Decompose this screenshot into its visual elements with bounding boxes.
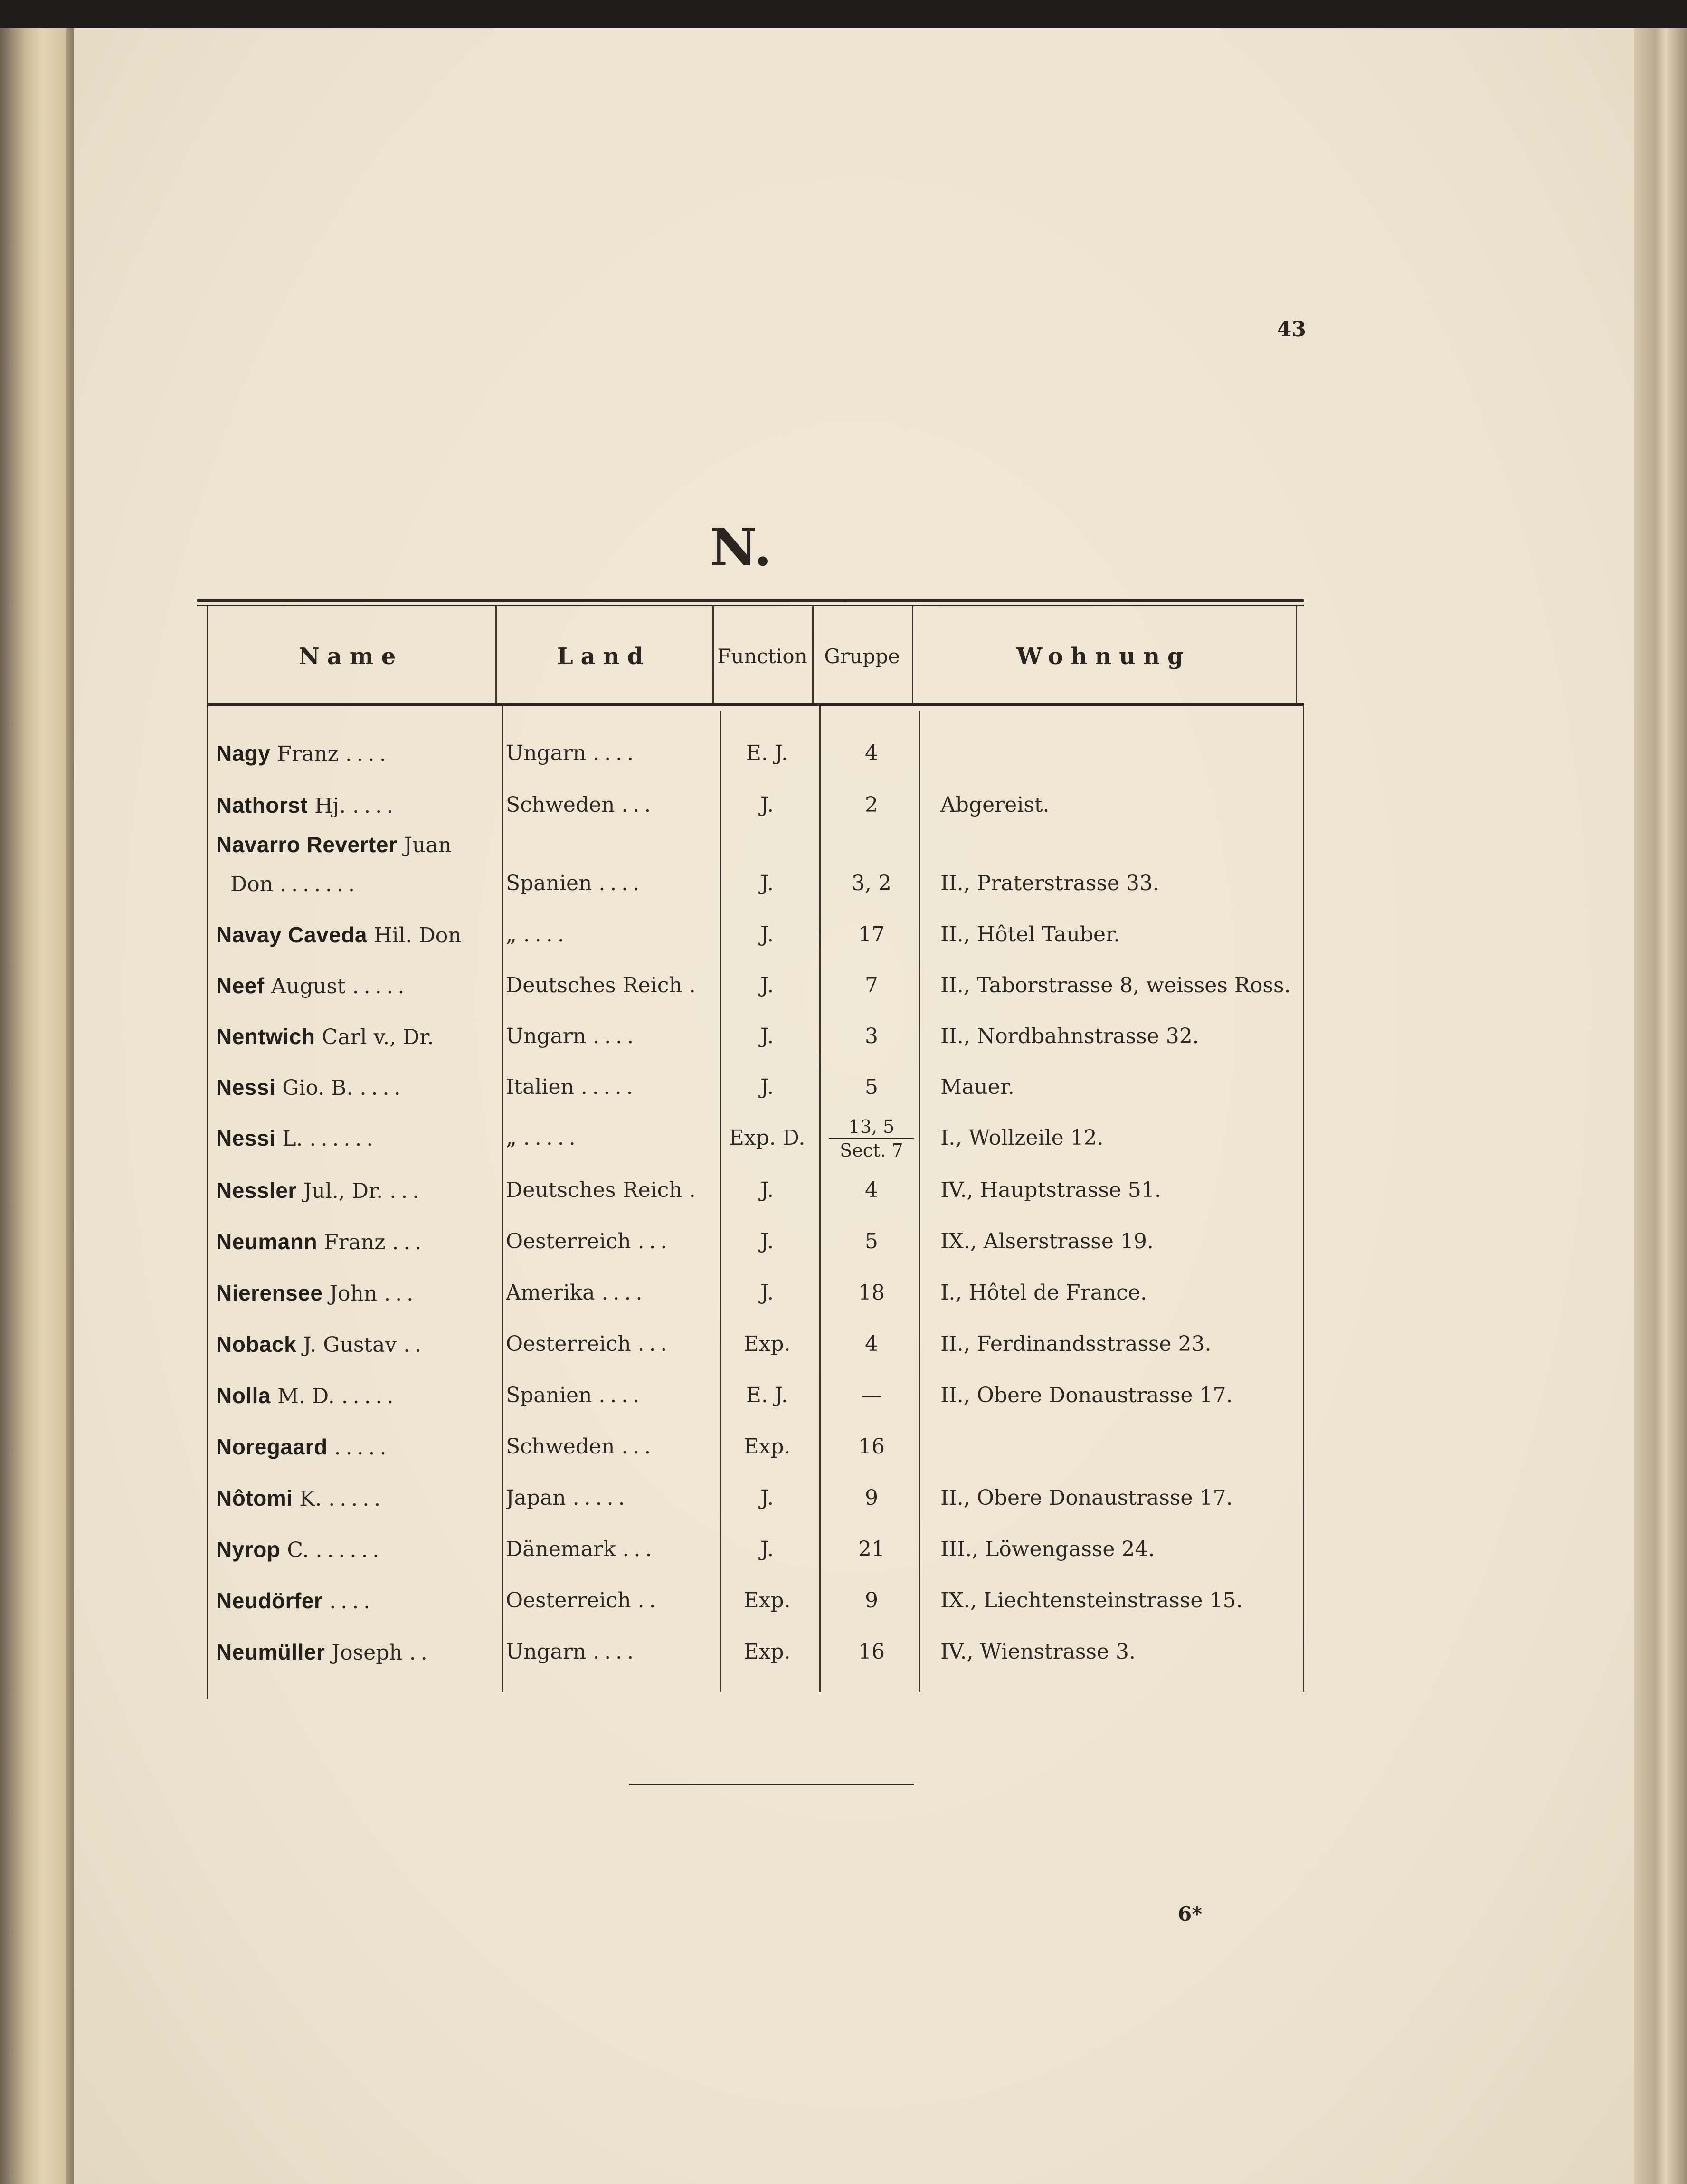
table-row [197,1267,1304,1319]
surname: Nolla [216,1383,271,1408]
name-cell [216,1216,520,1267]
name-cell [216,1575,520,1626]
land-cell [506,1575,715,1626]
header-gruppe: Gruppe [824,645,900,668]
surname: Nessler [216,1178,297,1203]
surname: Neumann [216,1229,318,1254]
land-value: Spanien [506,871,592,895]
gruppe-cell: 4 [865,741,878,765]
function-cell: J. [760,1178,774,1202]
land-cell [506,1011,715,1062]
header-land: Land [557,643,651,670]
land-cell [506,1062,715,1113]
surname: Neumüller [216,1640,325,1664]
land-cell [506,1472,715,1524]
table-row [197,728,1304,779]
name-cell [216,1319,520,1370]
land-cell [506,909,715,960]
wohnung-cell: II., Ferdinandsstrasse 23. [940,1332,1212,1356]
section-letter: N. [710,518,772,578]
gruppe-cell: 7 [865,973,878,997]
wohnung-cell: IX., Liechtensteinstrasse 15. [940,1588,1243,1613]
gruppe-cell: 2 [865,793,878,817]
leader-dots: ...... [309,1127,378,1151]
wohnung-cell: I., Hôtel de France. [940,1281,1147,1305]
header-bottom-rule [207,703,1304,706]
name-cell [216,1626,520,1678]
surname: Nathorst [216,793,308,817]
function-cell: J. [760,1486,774,1510]
surname: Neudörfer [216,1588,323,1613]
wohnung-cell: II., Praterstrasse 33. [940,871,1160,895]
wohnung-cell: IX., Alserstrasse 19. [940,1229,1154,1253]
gruppe-cell: 21 [858,1537,885,1561]
function-cell: J. [760,1229,774,1253]
land-cell [506,1319,715,1370]
surname: Nôtomi [216,1486,293,1510]
leader-dots: ... [621,1434,656,1459]
wohnung-cell: II., Hôtel Tauber. [940,922,1120,947]
table-top-rule [197,599,1304,602]
leader-dots: .. [637,1588,661,1613]
land-cell [506,1267,715,1319]
leader-dots: .... [601,1281,647,1305]
land-cell [506,858,715,909]
land-value: Ungarn [506,741,587,765]
land-value: Amerika [506,1281,595,1305]
wohnung-cell: IV., Hauptstrasse 51. [940,1178,1161,1202]
gruppe-cell: 4 [865,1332,878,1356]
land-cell [506,960,715,1011]
given-name: Gio. B. [282,1076,353,1100]
gruppe-fraction-top: 13, 5 [848,1116,895,1137]
wohnung-cell: III., Löwengasse 24. [940,1537,1155,1561]
function-cell: J. [760,1281,774,1305]
given-name: August [271,974,346,998]
leader-dots: .... [593,1640,639,1664]
surname: Nagy [216,741,271,766]
land-value: Japan [506,1486,566,1510]
table-top-rule-thin [197,605,1304,606]
land-cell [506,1370,715,1421]
table-row [197,1165,1304,1216]
name-cell [216,1267,520,1319]
surname: Noregaard [216,1434,328,1459]
land-cell [506,1216,715,1267]
leader-dots: ...... [315,1538,384,1562]
col-divider-right [1296,606,1297,706]
leader-dots: .... [593,1024,639,1048]
surname: Nessi [216,1075,276,1100]
name-cell [216,1524,520,1575]
name-cell [216,960,520,1011]
land-value: „ [506,922,517,947]
land-value: Deutsches Reich [506,973,682,997]
leader-dots: .... [598,871,644,895]
function-cell: Exp. [743,1332,791,1356]
book-spine [0,28,71,2184]
leader-dots: ... [637,1229,672,1253]
leader-dots: ..... [580,1075,638,1099]
table-row [197,1011,1304,1062]
gruppe-cell: — [861,1383,882,1407]
table-row [197,1421,1304,1472]
table-row [197,1524,1304,1575]
name-cell [216,1062,520,1113]
name-cell [216,1165,520,1216]
table-row [197,1319,1304,1370]
leader-dots: ..... [341,1384,398,1408]
name-cell [230,858,534,909]
land-value: Ungarn [506,1640,587,1664]
function-cell: J. [760,871,774,895]
name-cell [216,1472,520,1524]
wohnung-cell [940,728,1311,779]
given-name: Jul., Dr. [303,1179,383,1203]
gruppe-cell: 18 [858,1281,885,1305]
leader-dots: ... [621,793,656,817]
name-cell [216,1112,520,1164]
name-cell [216,1421,520,1472]
wohnung-cell: Abgereist. [940,793,1050,817]
wohnung-cell [940,1421,1311,1472]
table-row [197,1575,1304,1626]
land-value: Deutsches Reich [506,1178,682,1202]
name-cell [216,1011,520,1062]
function-cell: J. [760,1537,774,1561]
wohnung-cell: II., Obere Donaustrasse 17. [940,1383,1233,1407]
function-cell: Exp. [743,1588,791,1613]
leader-dots: ... [384,1282,418,1306]
table-row [197,1112,1304,1164]
leader-dots: ..... [572,1486,630,1510]
gruppe-cell: 5 [865,1229,878,1253]
leader-dots: ..... [352,974,409,998]
header-name: Name [298,643,404,670]
given-name: Carl v., Dr. [322,1025,434,1049]
given-name: Hj. [314,794,346,818]
leader-dots: . [689,1178,701,1202]
table-row [197,1626,1304,1678]
name-cell [216,728,520,779]
leader-dots: ..... [334,1435,391,1460]
leader-dots: .... [598,1383,644,1407]
surname: Noback [216,1332,297,1357]
leader-dots: .... [593,741,639,765]
function-cell: Exp. D. [729,1126,806,1150]
land-cell [506,1112,715,1164]
wohnung-cell: II., Obere Donaustrasse 17. [940,1486,1233,1510]
table-row [197,1370,1304,1421]
name-cell [216,909,520,960]
land-cell [506,1626,715,1678]
given-name: John [329,1282,378,1306]
table-row [197,1062,1304,1113]
given-name: Don [230,872,274,896]
land-value: Italien [506,1075,574,1099]
given-name: J. Gustav [303,1333,397,1357]
gruppe-cell: 9 [865,1486,878,1510]
land-value: Schweden [506,793,615,817]
function-cell: J. [760,922,774,947]
surname: Navay Caveda [216,922,367,947]
function-cell: E. J. [746,1383,788,1407]
surname: Nierensee [216,1281,323,1305]
header-function: Function [717,645,807,668]
table-row [197,1472,1304,1524]
function-cell: J. [760,1024,774,1048]
given-name: Joseph [332,1641,403,1665]
given-name: C. [287,1538,309,1562]
leader-dots: ... [637,1332,672,1356]
function-cell: Exp. [743,1640,791,1664]
leader-dots: .... [523,922,569,947]
gruppe-cell [822,1112,921,1164]
land-cell [506,1421,715,1472]
land-value: Spanien [506,1383,592,1407]
leader-dots: .... [345,742,391,766]
gruppe-cell: 5 [865,1075,878,1099]
name-cell [216,1370,520,1421]
leader-dots: ..... [523,1126,580,1150]
function-cell: J. [760,1075,774,1099]
wohnung-cell: IV., Wienstrasse 3. [940,1640,1136,1664]
given-name: L. [282,1127,303,1151]
register-table [197,599,1304,1706]
land-value: Oesterreich [506,1229,631,1253]
surname: Nessi [216,1126,276,1150]
table-row [197,909,1304,960]
land-value: Schweden [506,1434,615,1459]
wohnung-cell: Mauer. [940,1075,1014,1099]
leader-dots: ... [392,1230,426,1254]
surname: Neef [216,973,265,998]
given-name: M. D. [277,1384,335,1408]
function-cell: J. [760,793,774,817]
land-cell [506,1524,715,1575]
given-name: Hil. Don [373,923,462,948]
leader-dots: ... [622,1537,657,1561]
land-value: Ungarn [506,1024,587,1048]
given-name: K. [299,1487,322,1511]
signature-mark: 6* [1178,1902,1203,1926]
gruppe-cell: 16 [858,1640,885,1664]
surname: Navarro Reverter [216,832,398,857]
closing-rule [629,1784,914,1785]
function-cell: E. J. [746,741,788,765]
land-value: Dänemark [506,1537,616,1561]
gruppe-cell: 3 [865,1024,878,1048]
table-row [197,858,1304,909]
function-cell: J. [760,973,774,997]
leader-dots: .... [329,1589,375,1614]
leader-dots: .. [403,1333,426,1357]
gruppe-cell: 3, 2 [852,871,891,895]
wohnung-cell: II., Taborstrasse 8, weisses Ross. [940,973,1291,997]
leader-dots: ....... [280,872,360,896]
given-name: Juan [404,833,452,857]
wohnung-cell: II., Nordbahnstrasse 32. [940,1024,1199,1048]
land-cell [506,728,715,779]
page-stack-edge [1634,28,1687,2184]
land-value: „ [506,1126,517,1150]
land-value: Oesterreich [506,1588,631,1613]
gruppe-cell: 17 [858,922,885,947]
given-name: Franz [277,742,339,766]
table-row [197,1216,1304,1267]
leader-dots: .. [409,1641,432,1665]
gruppe-fraction-bottom: Sect. 7 [840,1140,903,1161]
surname: Nyrop [216,1537,281,1562]
leader-dots: .... [360,1076,406,1100]
given-name: Franz [324,1230,386,1254]
land-value: Oesterreich [506,1332,631,1356]
page-number: 43 [1277,317,1306,342]
leader-dots: .... [352,794,398,818]
header-wohnung: Wohnung [1016,643,1191,670]
table-row [197,960,1304,1011]
fraction-bar [829,1138,914,1139]
leader-dots: ... [389,1179,424,1203]
leader-dots: . [689,973,701,997]
leader-dots: ..... [328,1487,386,1511]
gruppe-cell: 4 [865,1178,878,1202]
gruppe-cell: 9 [865,1588,878,1613]
gruppe-cell: 16 [858,1434,885,1459]
function-cell: Exp. [743,1434,791,1459]
surname: Nentwich [216,1024,315,1049]
land-cell [506,1165,715,1216]
wohnung-cell: I., Wollzeile 12. [940,1126,1104,1150]
